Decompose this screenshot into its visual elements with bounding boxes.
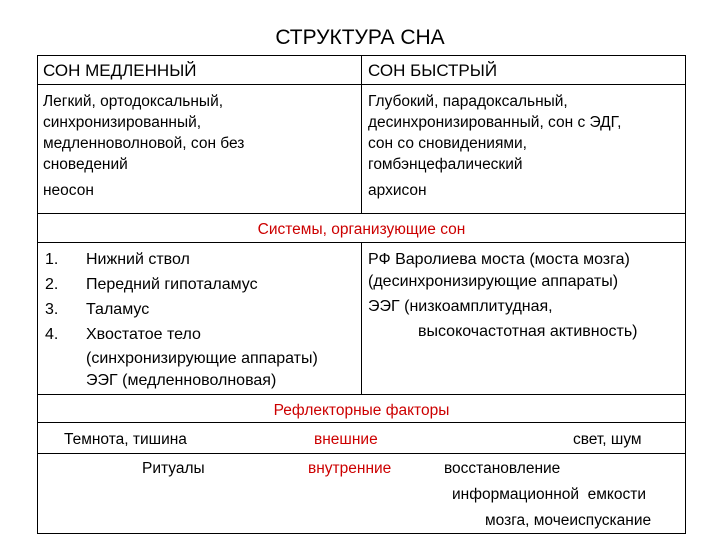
internal-right-line-3: мозга, мочеиспускание	[485, 512, 652, 529]
table-right-border	[685, 55, 686, 534]
internal-right-line-2: информационной емкости	[452, 486, 647, 503]
slow-sleep-header: СОН МЕДЛЕННЫЙ	[43, 61, 197, 80]
fast-sleep-desc-line-3: сон со сновидениями,	[368, 135, 527, 152]
list-item-text: Хвостатое тело	[86, 326, 201, 343]
fast-sleep-desc-line-2: десинхронизированный, сон с ЭДГ,	[368, 114, 622, 131]
internal-right-line-1: восстановление	[444, 460, 561, 477]
slow-sleep-desc-line-3: медленноволновой, сон без	[43, 135, 245, 152]
fast-systems-line-3: ЭЭГ (низкоамплитудная,	[368, 298, 553, 315]
list-item-number: 3.	[45, 301, 59, 318]
fast-systems-line-2: (десинхронизирующие аппараты)	[368, 273, 619, 290]
table-bottom-border	[37, 533, 686, 534]
external-left-text: Темнота, тишина	[64, 431, 187, 448]
fast-sleep-desc-line-4: гомбэнцефалический	[368, 156, 523, 173]
external-right-text: свет, шум	[573, 431, 642, 448]
slow-sleep-desc-line-4: сноведений	[43, 156, 128, 173]
slow-sleep-desc-line-2: синхронизированный,	[43, 114, 202, 131]
slow-sleep-desc-line-1: Легкий, ортодоксальный,	[43, 93, 224, 110]
list-item-number: 2.	[45, 276, 59, 293]
external-row-divider	[37, 453, 686, 454]
systems-row-divider	[37, 394, 686, 395]
fast-systems-line-4: высокочастотная активность)	[418, 323, 638, 340]
table-left-border	[37, 55, 38, 534]
external-label: внешние	[314, 431, 378, 448]
page-title: СТРУКТУРА СНА	[275, 26, 445, 49]
slow-systems-extra-line-2: ЭЭГ (медленноволновая)	[86, 372, 277, 389]
fast-sleep-desc-line-1: Глубокий, парадоксальный,	[368, 93, 568, 110]
column-divider-upper	[361, 55, 362, 213]
systems-heading: Системы, организующие сон	[257, 221, 466, 238]
fast-sleep-header: СОН БЫСТРЫЙ	[368, 61, 498, 80]
fast-sleep-alt-name: архисон	[368, 182, 427, 199]
reflex-heading-divider	[37, 422, 686, 423]
list-item-text: Таламус	[86, 301, 150, 318]
internal-left-text: Ритуалы	[142, 460, 205, 477]
fast-systems-line-1: РФ Варолиева моста (моста мозга)	[368, 251, 630, 268]
internal-label: внутренние	[308, 460, 392, 477]
list-item-number: 4.	[45, 326, 59, 343]
reflex-factors-heading: Рефлекторные факторы	[273, 402, 450, 419]
slow-systems-extra-line-1: (синхронизирующие аппараты)	[86, 350, 318, 367]
list-item-text: Нижний ствол	[86, 251, 190, 268]
slow-sleep-alt-name: неосон	[43, 182, 94, 199]
description-row-divider	[37, 213, 686, 214]
column-divider-systems	[361, 242, 362, 394]
list-item-text: Передний гипоталамус	[86, 276, 258, 293]
list-item-number: 1.	[45, 251, 59, 268]
